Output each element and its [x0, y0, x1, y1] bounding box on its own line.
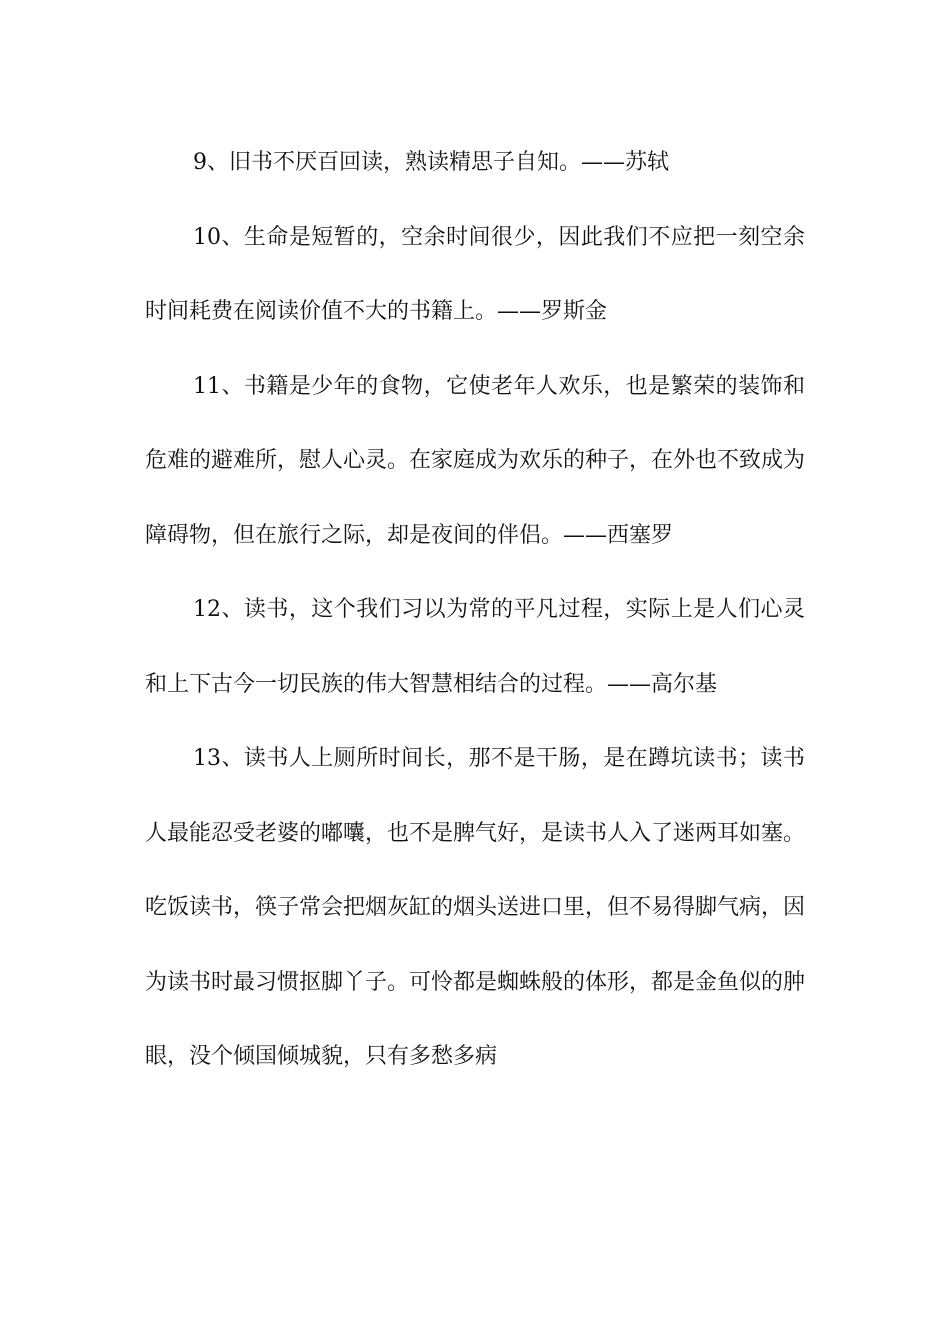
paragraph-quote-10: 10、生命是短暂的，空余时间很少，因此我们不应把一刻空余时间耗费在阅读价值不大的书籍上。——罗斯金	[145, 224, 805, 324]
paragraph-quote-13: 13、读书人上厕所时间长，那不是干肠，是在蹲坑读书；读书人最能忍受老婆的嘟囔，也不是脾气好，是读书人入了迷两耳如塞。吃饭读书，筷子常会把烟灰缸的烟头送进口里，但不易得脚气病，因为读书时最习惯抠脚丫子。可怜都是蜘蛛般的体形，都是金鱼似的肿眼，没个倾国倾城貌，只有多愁多病	[145, 746, 806, 1069]
document-body	[145, 126, 805, 1095]
paragraph-quote-12: 12、读书，这个我们习以为常的平凡过程，实际上是人们心灵和上下古今一切民族的伟大智慧相结合的过程。——高尔基	[145, 597, 805, 697]
paragraph-quote-11: 11、书籍是少年的食物，它使老年人欢乐，也是繁荣的装饰和危难的避难所，慰人心灵。在家庭成为欢乐的种子，在外也不致成为障碍物，但在旅行之际，却是夜间的伴侣。——西塞罗	[145, 373, 806, 548]
paragraph-quote-9: 9、旧书不厌百回读，熟读精思子自知。——苏轼	[193, 150, 669, 175]
